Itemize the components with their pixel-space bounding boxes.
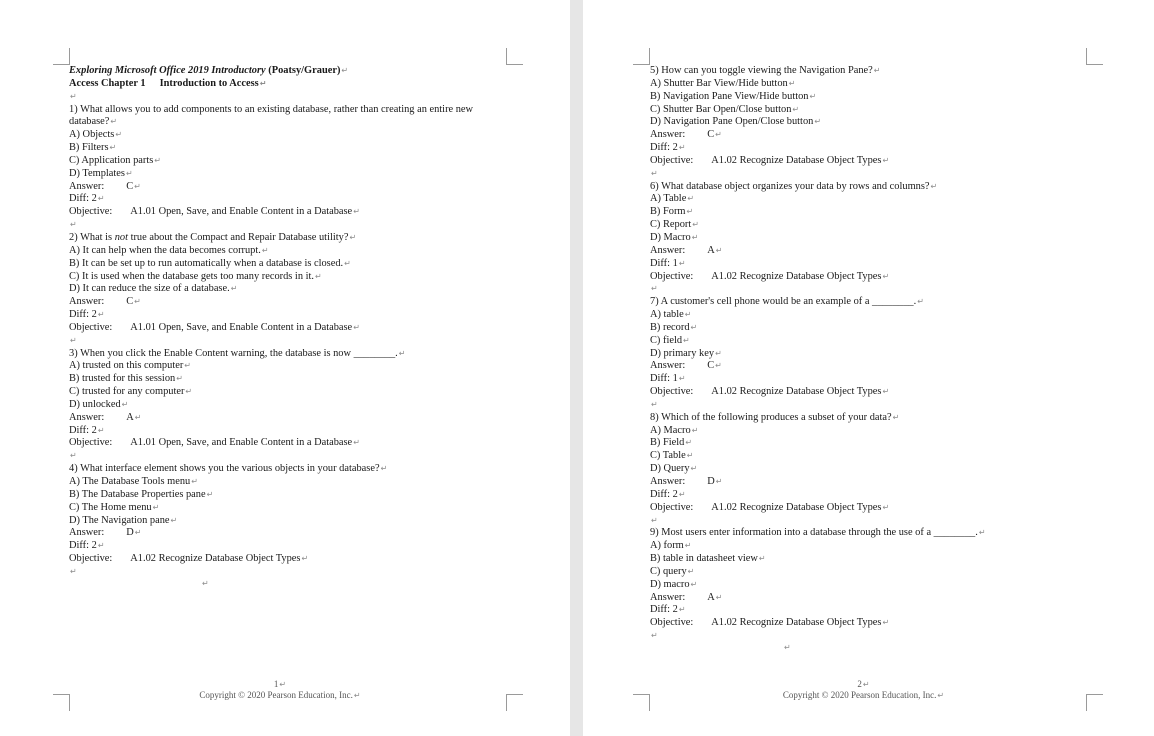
text-run: B) The Database Properties pane: [69, 488, 206, 500]
text-run: B) record: [650, 321, 690, 333]
answer-option: [69, 373, 507, 386]
blank-paragraph: [650, 168, 1090, 181]
paragraph-mark: ↵: [70, 566, 77, 576]
chapter-number: Access Chapter 1: [69, 77, 146, 89]
paragraph-mark: ↵: [353, 438, 360, 448]
answer-key: [650, 360, 1090, 373]
paragraph-mark: ↵: [678, 489, 686, 499]
blank-paragraph: [650, 283, 1090, 296]
answer-option: [69, 386, 507, 399]
chapter-title: Introduction to Access: [159, 77, 259, 89]
difficulty: [69, 425, 507, 438]
text-run: A) Objects: [69, 129, 115, 141]
text-run: C: [126, 296, 134, 308]
paragraph-mark: ↵: [651, 631, 658, 641]
text-run: B) It can be set up to run automatically when a database is closed.: [69, 257, 344, 269]
section-end-paragraph-mark: ↵: [202, 579, 209, 588]
answer-option: [69, 476, 507, 489]
text-run: Objective:: [69, 437, 113, 449]
answer-key: [69, 527, 507, 540]
paragraph-mark: ↵: [230, 284, 238, 294]
text-run: A1.01 Open, Save, and Enable Content in a Database: [130, 437, 353, 449]
answer-option: [650, 348, 1090, 361]
question-stem: [650, 181, 1090, 194]
question-stem: [650, 296, 1090, 309]
paragraph-mark: ↵: [70, 335, 77, 345]
text-run: A) It can help when the data becomes corrupt.: [69, 244, 261, 256]
paragraph-mark: ↵: [134, 412, 142, 422]
answer-option: [650, 437, 1090, 450]
paragraph-mark: ↵: [134, 528, 142, 538]
answer-key: [650, 592, 1090, 605]
paragraph-mark: ↵: [715, 348, 722, 358]
difficulty: [69, 193, 507, 206]
text-run: Diff: 2: [650, 604, 678, 616]
text-run: A) Table: [650, 193, 687, 205]
paragraph-mark: ↵: [691, 425, 699, 435]
book-authors: (Poatsy/Grauer): [265, 65, 341, 76]
blank-paragraph: [69, 219, 507, 232]
paragraph-mark: ↵: [678, 605, 686, 615]
text-run: A1.01 Open, Save, and Enable Content in a Database: [130, 321, 353, 333]
copyright-text: Copyright © 2020 Pearson Education, Inc.: [199, 690, 353, 700]
text-run: 7) A customer's cell phone would be an example of a ________.: [650, 296, 917, 308]
text-run: Diff: 1: [650, 257, 678, 269]
answer-option: [650, 309, 1090, 322]
text-run: C) It is used when the database gets too many records in it.: [69, 270, 314, 282]
paragraph-mark: ↵: [683, 335, 690, 345]
answer-option: [69, 168, 507, 181]
paragraph-mark: ↵: [125, 168, 133, 178]
paragraph-mark: ↵: [344, 258, 351, 268]
objective: [650, 617, 1090, 630]
paragraph-mark: ↵: [678, 143, 686, 153]
text-run: Answer:: [650, 360, 686, 372]
paragraph-mark: ↵: [792, 104, 800, 114]
answer-option: [650, 540, 1090, 553]
text-run: A1.02 Recognize Database Object Types: [711, 154, 882, 166]
margin-corner-top-right: [1086, 48, 1103, 65]
text-run: A: [707, 591, 715, 603]
text-run: 3) When you click the Enable Content warning, the database is now ________.: [69, 347, 398, 359]
text-run: Answer:: [650, 244, 686, 256]
answer-option: [650, 553, 1090, 566]
text-run: C) The Home menu: [69, 501, 152, 513]
paragraph-mark: ↵: [97, 310, 105, 320]
blank-paragraph: [69, 566, 507, 579]
text-run: C) query: [650, 565, 687, 577]
paragraph-mark: ↵: [690, 579, 698, 589]
text-run: A1.02 Recognize Database Object Types: [711, 270, 882, 282]
paragraph-mark: ↵: [154, 155, 161, 165]
text-run: A) trusted on this computer: [69, 360, 184, 372]
blank-paragraph: [650, 630, 1090, 643]
answer-option: [650, 232, 1090, 245]
answer-key: [650, 129, 1090, 142]
text-run: D: [707, 476, 715, 487]
text-run: D) Templates: [69, 167, 125, 179]
paragraph-mark: ↵: [134, 297, 141, 307]
margin-corner-top-left: [53, 48, 70, 65]
answer-option: [650, 193, 1090, 206]
paragraph-mark: ↵: [184, 361, 191, 371]
paragraph-mark: ↵: [882, 387, 890, 397]
answer-option: [69, 489, 507, 502]
chapter-heading-line: [69, 78, 507, 91]
text-run: 1) What allows you to add components to an existing database, rather than creating an entire new database?: [69, 103, 474, 128]
text-run: Objective:: [650, 154, 694, 166]
paragraph-mark: ↵: [882, 502, 890, 512]
paragraph-mark: ↵: [651, 284, 658, 294]
difficulty: [650, 373, 1090, 386]
paragraph-mark: ↵: [814, 117, 822, 127]
question-stem: [650, 412, 1090, 425]
text-run: Objective:: [650, 617, 694, 629]
text-run: Diff: 1: [650, 373, 678, 385]
blank-paragraph: [69, 450, 507, 463]
answer-option: [650, 579, 1090, 592]
paragraph-mark: ↵: [715, 245, 723, 255]
text-run: Diff: 2: [650, 142, 678, 154]
answer-option: [69, 155, 507, 168]
text-run: C: [707, 360, 715, 372]
paragraph-mark: ↵: [349, 232, 357, 242]
paragraph-mark: ↵: [862, 680, 870, 689]
answer-option: [69, 142, 507, 155]
text-run: B) Field: [650, 437, 685, 449]
text-run: Objective:: [650, 270, 694, 282]
copyright-footer: [578, 689, 1149, 702]
difficulty: [69, 540, 507, 553]
paragraph-mark: ↵: [206, 489, 214, 499]
text-run: D: [126, 527, 134, 539]
paragraph-mark: ↵: [259, 78, 267, 88]
paragraph-mark: ↵: [380, 464, 388, 474]
page-2-text-body[interactable]: [650, 65, 1090, 643]
paragraph-mark: ↵: [134, 181, 141, 191]
difficulty: [69, 309, 507, 322]
paragraph-mark: ↵: [917, 297, 924, 307]
paragraph-mark: ↵: [687, 566, 695, 576]
text-run: A1.02 Recognize Database Object Types: [711, 386, 882, 398]
question-stem: [650, 527, 1090, 540]
paragraph-mark: ↵: [353, 322, 360, 332]
text-run: Diff: 2: [69, 309, 97, 321]
answer-option: [650, 425, 1090, 438]
text-run: A1.02 Recognize Database Object Types: [711, 617, 882, 629]
text-run: C) field: [650, 334, 683, 346]
text-run: A1.02 Recognize Database Object Types: [130, 553, 301, 565]
paragraph-mark: ↵: [690, 322, 698, 332]
text-run: C) Table: [650, 450, 686, 462]
paragraph-mark: ↵: [97, 425, 105, 435]
text-run: 5) How can you toggle viewing the Navigation Pane?: [650, 65, 873, 76]
objective: [650, 155, 1090, 168]
book-title: Exploring Microsoft Office 2019 Introductory: [69, 65, 266, 76]
text-run: 9) Most users enter information into a database through the use of a ________.: [650, 527, 978, 539]
answer-option: [69, 283, 507, 296]
answer-option: [69, 258, 507, 271]
blank-paragraph: [69, 91, 507, 104]
paragraph-mark: ↵: [651, 168, 658, 178]
text-run: Objective:: [650, 386, 694, 398]
paragraph-mark: ↵: [686, 207, 694, 217]
page-number: 1: [273, 679, 279, 689]
paragraph-mark: ↵: [341, 66, 349, 75]
copyright-text: Copyright © 2020 Pearson Education, Inc.: [782, 690, 937, 700]
document-page-1: [0, 0, 570, 736]
page-1-text-body[interactable]: [69, 65, 507, 579]
paragraph-mark: ↵: [353, 691, 361, 700]
text-run: D) primary key: [650, 347, 715, 359]
margin-corner-top-left: [633, 48, 650, 65]
text-run: B) Navigation Pane View/Hide button: [650, 90, 809, 102]
paragraph-mark: ↵: [301, 554, 309, 564]
text-run: A) The Database Tools menu: [69, 476, 191, 487]
question-stem: [69, 348, 507, 361]
paragraph-mark: ↵: [191, 477, 198, 486]
paragraph-mark: ↵: [115, 130, 123, 140]
text-run: Answer:: [650, 476, 686, 487]
answer-option: [69, 399, 507, 412]
document-page-2: [583, 0, 1154, 736]
objective: [650, 271, 1090, 284]
text-run: 4) What interface element shows you the various objects in your database?: [69, 463, 380, 475]
paragraph-mark: ↵: [809, 91, 817, 101]
text-run: B) Form: [650, 206, 686, 218]
document-title-line: [69, 65, 507, 78]
paragraph-mark: ↵: [651, 399, 658, 409]
paragraph-mark: ↵: [110, 117, 118, 127]
answer-option: [650, 322, 1090, 335]
text-run: Objective:: [69, 553, 113, 565]
blank-paragraph: [69, 335, 507, 348]
text-run: A) form: [650, 540, 684, 552]
blank-paragraph: [650, 515, 1090, 528]
text-run: A) table: [650, 309, 684, 321]
paragraph-mark: ↵: [715, 361, 722, 371]
text-run: A: [126, 411, 134, 423]
paragraph-mark: ↵: [690, 464, 698, 474]
text-run: C: [707, 129, 715, 141]
paragraph-mark: ↵: [882, 618, 890, 628]
paragraph-mark: ↵: [261, 245, 269, 255]
answer-option: [69, 271, 507, 284]
answer-option: [650, 104, 1090, 117]
question-stem: [650, 65, 1090, 78]
answer-option: [650, 219, 1090, 232]
question-stem: [69, 463, 507, 476]
text-run: A1.01 Open, Save, and Enable Content in a Database: [130, 206, 353, 218]
answer-option: [69, 515, 507, 528]
text-run: D) unlocked: [69, 398, 121, 410]
text-run: Objective:: [650, 501, 694, 513]
paragraph-mark: ↵: [758, 554, 766, 564]
text-run: not: [114, 231, 128, 243]
text-run: Diff: 2: [650, 488, 678, 500]
difficulty: [650, 489, 1090, 502]
answer-option: [69, 360, 507, 373]
paragraph-mark: ↵: [788, 78, 796, 88]
paragraph-mark: ↵: [882, 155, 890, 165]
paragraph-mark: ↵: [651, 515, 658, 525]
answer-key: [650, 245, 1090, 258]
text-run: Objective:: [69, 206, 113, 218]
difficulty: [650, 258, 1090, 271]
text-run: D) It can reduce the size of a database.: [69, 283, 230, 295]
text-run: C: [126, 180, 134, 192]
paragraph-mark: ↵: [678, 258, 686, 268]
answer-option: [650, 463, 1090, 476]
text-run: A: [707, 244, 715, 256]
paragraph-mark: ↵: [70, 220, 77, 230]
answer-key: [69, 296, 507, 309]
paragraph-mark: ↵: [152, 502, 160, 512]
answer-option: [650, 91, 1090, 104]
paragraph-mark: ↵: [691, 232, 699, 242]
paragraph-mark: ↵: [398, 348, 406, 358]
text-run: B) trusted for this session: [69, 373, 176, 385]
text-run: D) Query: [650, 463, 690, 475]
answer-option: [650, 450, 1090, 463]
text-run: C) Shutter Bar Open/Close button: [650, 103, 792, 115]
text-run: C) trusted for any computer: [69, 386, 185, 398]
text-run: Answer:: [69, 296, 105, 308]
text-run: D) The Navigation pane: [69, 514, 170, 526]
paragraph-mark: ↵: [692, 220, 699, 230]
paragraph-mark: ↵: [715, 130, 722, 140]
paragraph-mark: ↵: [70, 451, 77, 461]
objective: [69, 322, 507, 335]
answer-option: [69, 129, 507, 142]
text-run: Diff: 2: [69, 540, 97, 552]
text-run: A) Shutter Bar View/Hide button: [650, 77, 788, 89]
answer-key: [69, 181, 507, 194]
text-run: A1.02 Recognize Database Object Types: [711, 501, 882, 513]
paragraph-mark: ↵: [315, 271, 322, 281]
copyright-footer: [0, 689, 565, 702]
paragraph-mark: ↵: [70, 91, 77, 101]
text-run: Answer:: [69, 180, 105, 192]
paragraph-mark: ↵: [176, 374, 183, 384]
answer-key: [650, 476, 1090, 489]
text-run: B) table in datasheet view: [650, 553, 758, 565]
paragraph-mark: ↵: [937, 691, 945, 700]
margin-corner-top-right: [506, 48, 523, 65]
paragraph-mark: ↵: [687, 194, 695, 204]
text-run: Diff: 2: [69, 424, 97, 436]
question-stem: [69, 104, 507, 130]
answer-option: [650, 206, 1090, 219]
paragraph-mark: ↵: [684, 541, 692, 551]
objective: [69, 437, 507, 450]
paragraph-mark: ↵: [279, 680, 287, 689]
paragraph-mark: ↵: [185, 387, 193, 397]
text-run: C) Application parts: [69, 154, 154, 166]
paragraph-mark: ↵: [873, 66, 881, 75]
text-run: C) Report: [650, 219, 692, 231]
text-run: 8) Which of the following produces a subset of your data?: [650, 411, 892, 423]
paragraph-mark: ↵: [109, 143, 117, 153]
paragraph-mark: ↵: [715, 592, 723, 602]
paragraph-mark: ↵: [97, 541, 105, 551]
paragraph-mark: ↵: [170, 515, 178, 525]
text-run: D) Macro: [650, 231, 691, 243]
text-run: Diff: 2: [69, 193, 97, 205]
paragraph-mark: ↵: [892, 412, 900, 422]
section-end-paragraph-mark: ↵: [784, 643, 791, 652]
text-run: D) Navigation Pane Open/Close button: [650, 116, 814, 128]
text-run: Answer:: [650, 591, 686, 603]
objective: [69, 553, 507, 566]
paragraph-mark: ↵: [353, 207, 360, 217]
paragraph-mark: ↵: [684, 310, 692, 320]
difficulty: [650, 142, 1090, 155]
difficulty: [650, 604, 1090, 617]
paragraph-mark: ↵: [715, 477, 723, 486]
paragraph-mark: ↵: [678, 374, 686, 384]
objective: [650, 386, 1090, 399]
paragraph-mark: ↵: [121, 399, 129, 409]
text-run: Answer:: [650, 129, 686, 141]
question-stem: [69, 232, 507, 245]
answer-option: [69, 502, 507, 515]
objective: [69, 206, 507, 219]
paragraph-mark: ↵: [978, 528, 986, 538]
text-run: Answer:: [69, 527, 105, 539]
text-run: 2) What is: [69, 231, 115, 243]
paragraph-mark: ↵: [930, 181, 938, 191]
blank-paragraph: [650, 399, 1090, 412]
paragraph-mark: ↵: [97, 194, 105, 204]
text-run: B) Filters: [69, 142, 109, 154]
page-number: 2: [857, 679, 862, 689]
answer-key: [69, 412, 507, 425]
answer-option: [650, 335, 1090, 348]
paragraph-mark: ↵: [882, 271, 890, 281]
answer-option: [650, 116, 1090, 129]
paragraph-mark: ↵: [685, 438, 693, 448]
text-run: true about the Compact and Repair Database utility?: [127, 231, 349, 243]
text-run: Answer:: [69, 411, 105, 423]
text-run: 6) What database object organizes your data by rows and columns?: [650, 180, 930, 192]
answer-option: [650, 78, 1090, 91]
text-run: A) Macro: [650, 424, 691, 436]
text-run: D) macro: [650, 578, 690, 590]
objective: [650, 502, 1090, 515]
paragraph-mark: ↵: [686, 451, 694, 461]
answer-option: [650, 566, 1090, 579]
text-run: Objective:: [69, 321, 113, 333]
answer-option: [69, 245, 507, 258]
